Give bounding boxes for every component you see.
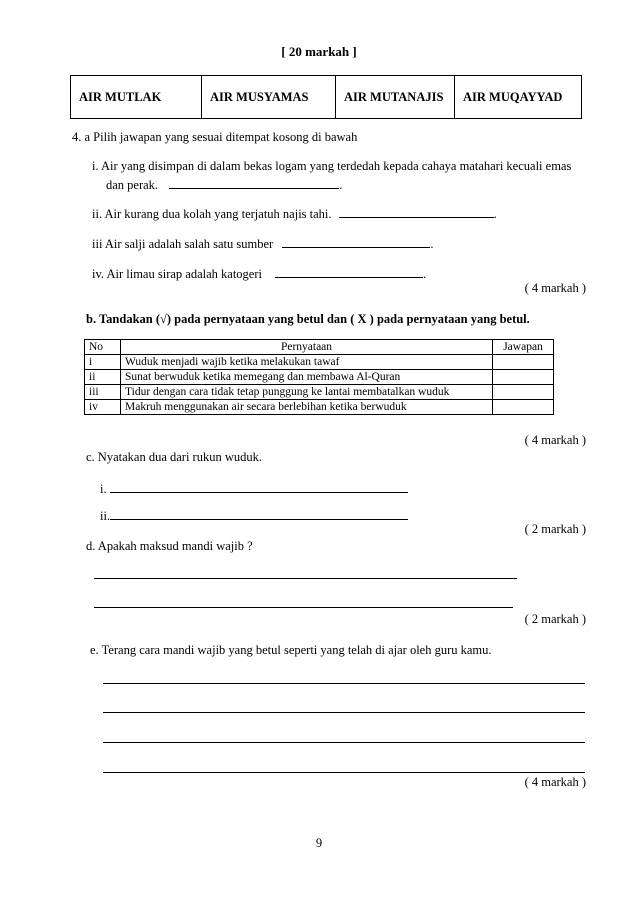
col-header-answer: Jawapan	[493, 340, 554, 355]
row-answer-cell[interactable]	[493, 370, 554, 385]
q4a-marks: ( 4 markah )	[524, 281, 586, 295]
option-air-muqayyad: AIR MUQAYYAD	[463, 89, 563, 104]
option-air-musyamas: AIR MUSYAMAS	[202, 76, 336, 118]
row-statement: Sunat berwuduk ketika memegang dan membawa Al-Quran	[121, 370, 493, 385]
page-number: 9	[315, 836, 323, 850]
table-row	[85, 400, 554, 415]
col-header-statement: Pernyataan	[121, 340, 493, 355]
q4a-item-1-line-2: dan perak.	[106, 178, 159, 192]
q4a-item-2-text: ii. Air kurang dua kolah yang terjatuh najis tahi.	[92, 207, 332, 221]
total-marks-heading: [ 20 markah ]	[281, 44, 357, 59]
true-false-table	[84, 339, 554, 415]
q4d-prompt: d. Apakah maksud mandi wajib ?	[86, 539, 253, 553]
q4a-item-2-answer-blank[interactable]	[339, 206, 494, 218]
q4a-item-1-line-1: i. Air yang disimpan di dalam bekas logam yang terdedah kepada cahaya matahari kecuali emas	[92, 159, 572, 173]
q4e-answer-line-2[interactable]	[103, 712, 585, 713]
option-air-mutanajis: AIR MUTANAJIS	[336, 76, 455, 118]
row-statement: Wuduk menjadi wajib ketika melakukan tawaf	[121, 355, 493, 370]
table-row	[85, 385, 554, 400]
q4a-item-4-answer-blank[interactable]	[275, 266, 423, 278]
row-answer-cell[interactable]	[493, 355, 554, 370]
table-row	[85, 355, 554, 370]
q4c-item-1-answer-line[interactable]	[110, 492, 408, 493]
option-air-mutlak: AIR MUTLAK	[71, 76, 202, 118]
q4c-item-1-label: i.	[100, 482, 107, 496]
q4e-answer-line-1[interactable]	[103, 683, 585, 684]
q4c-marks: ( 2 markah )	[524, 522, 586, 536]
table-row	[85, 370, 554, 385]
row-answer-cell[interactable]	[493, 385, 554, 400]
q4a-item-4: iv. Air limau sirap adalah katogeri .	[92, 267, 427, 281]
row-statement: Makruh menggunakan air secara berlebihan ketika berwuduk	[121, 400, 493, 415]
q4d-marks: ( 2 markah )	[524, 612, 586, 626]
table-header-row	[85, 340, 554, 355]
q4e-answer-line-4[interactable]	[103, 772, 585, 773]
q4c-prompt: c. Nyatakan dua dari rukun wuduk.	[86, 450, 262, 464]
row-answer-cell[interactable]	[493, 400, 554, 415]
q4b-prompt: b. Tandakan (√) pada pernyataan yang betul dan ( X ) pada pernyataan yang betul.	[86, 312, 530, 326]
row-number: i	[85, 355, 121, 370]
q4d-answer-line-2[interactable]	[94, 607, 513, 608]
q4a-item-1-answer-blank[interactable]	[169, 177, 339, 189]
q4a-item-2: ii. Air kurang dua kolah yang terjatuh najis tahi. .	[92, 207, 497, 221]
q4e-prompt: e. Terang cara mandi wajib yang betul seperti yang telah di ajar oleh guru kamu.	[90, 643, 492, 657]
q4a-item-3-answer-blank[interactable]	[282, 236, 430, 248]
q4b-marks: ( 4 markah )	[524, 433, 586, 447]
q4a-item-3: iii Air salji adalah salah satu sumber .	[92, 237, 434, 251]
q4d-answer-line-1[interactable]	[94, 578, 517, 579]
answer-options-box	[70, 75, 582, 119]
q4c-item-2-label: ii.	[100, 509, 111, 523]
q4c-item-2-answer-line[interactable]	[110, 519, 408, 520]
q4e-answer-line-3[interactable]	[103, 742, 585, 743]
q4a-item-1: dan perak. .	[106, 178, 343, 192]
row-number: ii	[85, 370, 121, 385]
row-number: iv	[85, 400, 121, 415]
col-header-no: No	[85, 340, 121, 355]
q4e-marks: ( 4 markah )	[524, 775, 586, 789]
q4a-item-4-text: iv. Air limau sirap adalah katogeri	[92, 267, 262, 281]
q4a-item-3-text: iii Air salji adalah salah satu sumber	[92, 237, 274, 251]
q4a-prompt: 4. a Pilih jawapan yang sesuai ditempat kosong di bawah	[72, 130, 358, 144]
row-number: iii	[85, 385, 121, 400]
row-statement: Tidur dengan cara tidak tetap punggung ke lantai membatalkan wuduk	[121, 385, 493, 400]
